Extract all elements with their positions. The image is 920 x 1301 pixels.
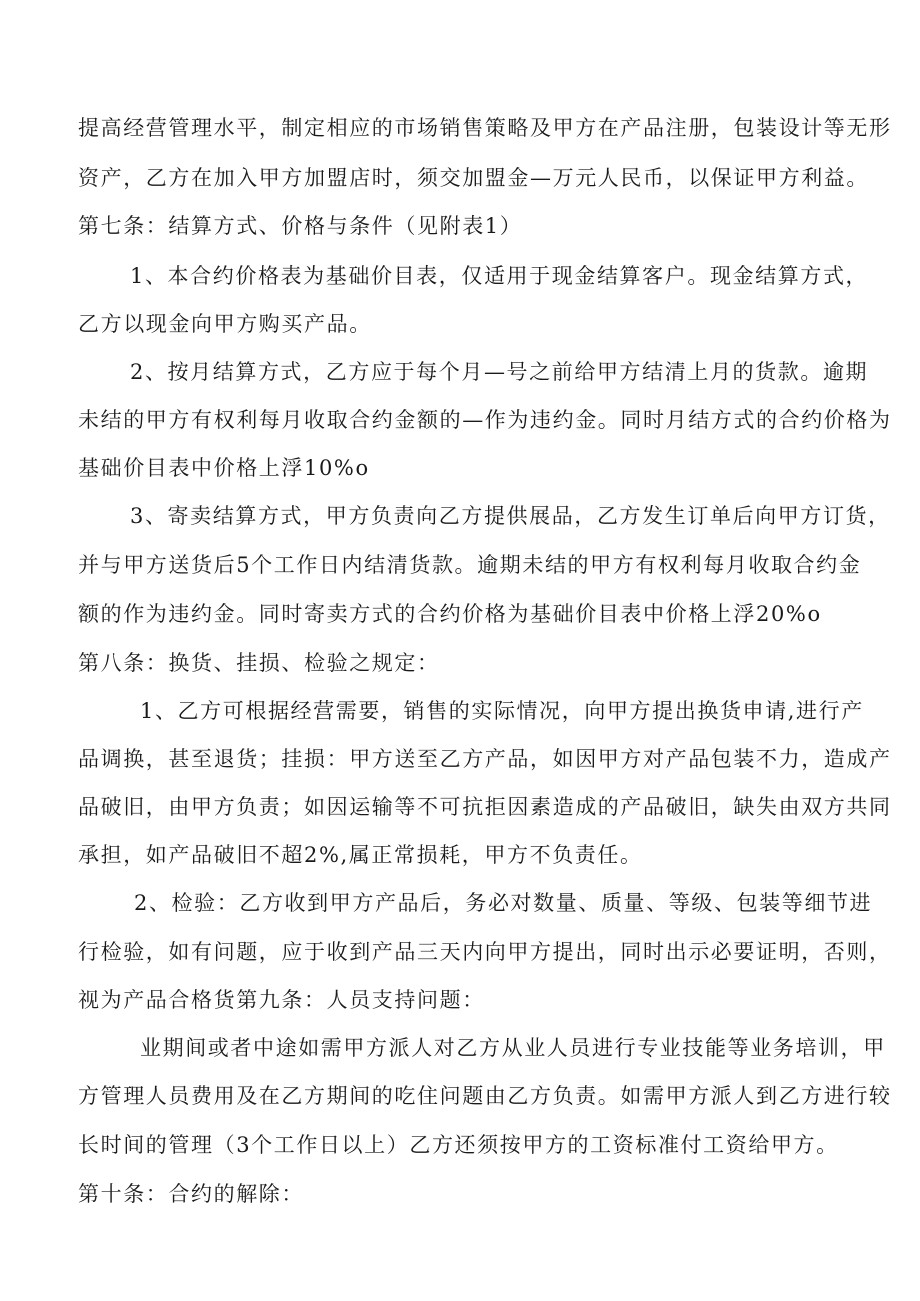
clause-line: 视为产品合格货第九条：人员支持问题： bbox=[78, 988, 485, 1012]
clause-line: 1、乙方可根据经营需要，销售的实际情况，向甲方提出换货申请,进行产 bbox=[140, 699, 864, 723]
clause-line: 1、本合约价格表为基础价目表，仅适用于现金结算客户。现金结算方式， bbox=[130, 264, 869, 288]
clause-line: 业期间或者中途如需甲方派人对乙方从业人员进行专业技能等业务培训，甲 bbox=[140, 1036, 886, 1060]
clause-line: 基础价目表中价格上浮10%o bbox=[78, 456, 370, 480]
clause-line: 品破旧，由甲方负责；如因运输等不可抗拒因素造成的产品破旧，缺失由双方共同 bbox=[78, 795, 892, 819]
paragraph-line: 提高经营管理水平，制定相应的市场销售策略及甲方在产品注册，包装设计等无形 bbox=[78, 116, 892, 140]
clause-line: 额的作为违约金。同时寄卖方式的合约价格为基础价目表中价格上浮20%o bbox=[78, 602, 822, 626]
paragraph-line: 资产，乙方在加入甲方加盟店时，须交加盟金—万元人民币，以保证甲方利益。 bbox=[78, 166, 869, 190]
clause-line: 长时间的管理（3个工作日以上）乙方还须按甲方的工资标准付工资给甲方。 bbox=[78, 1133, 839, 1157]
clause-line: 行检验，如有问题，应于收到产品三天内向甲方提出，同时出示必要证明，否则， bbox=[78, 940, 892, 964]
clause-line: 2、按月结算方式，乙方应于每个月—号之前给甲方结清上月的货款。逾期 bbox=[130, 360, 869, 384]
clause-line: 品调换，甚至退货；挂损：甲方送至乙方产品，如因甲方对产品包装不力，造成产 bbox=[78, 747, 892, 771]
clause-line: 承担，如产品破旧不超2%,属正常损耗，甲方不负责任。 bbox=[78, 843, 643, 867]
article-heading: 第七条：结算方式、价格与条件（见附表1） bbox=[78, 214, 523, 238]
clause-line: 未结的甲方有权利每月收取合约金额的—作为违约金。同时月结方式的合约价格为 bbox=[78, 408, 892, 432]
clause-line: 方管理人员费用及在乙方期间的吃住问题由乙方负责。如需甲方派人到乙方进行较 bbox=[78, 1084, 892, 1108]
clause-line: 并与甲方送货后5个工作日内结清货款。逾期未结的甲方有权利每月收取合约金 bbox=[78, 553, 862, 577]
article-heading: 第十条：合约的解除： bbox=[78, 1182, 304, 1206]
article-heading: 第八条：换货、挂损、检验之规定： bbox=[78, 651, 440, 675]
clause-line: 2、检验：乙方收到甲方产品后，务必对数量、质量、等级、包装等细节进 bbox=[134, 891, 873, 915]
clause-line: 3、寄卖结算方式，甲方负责向乙方提供展品，乙方发生订单后向甲方订货， bbox=[130, 504, 891, 528]
clause-line: 乙方以现金向甲方购买产品。 bbox=[78, 312, 372, 336]
